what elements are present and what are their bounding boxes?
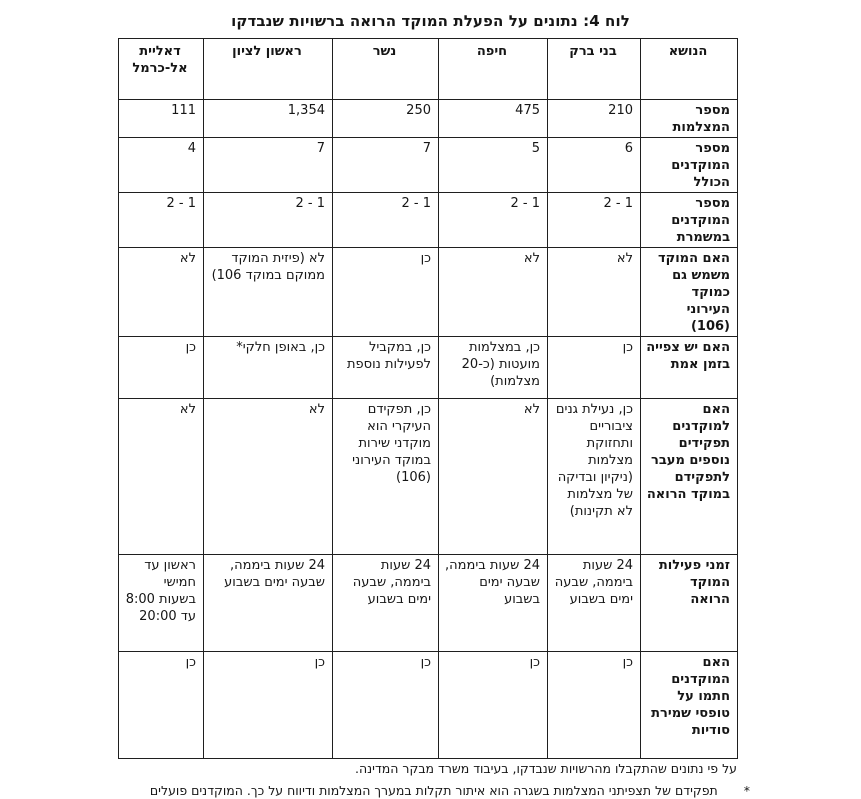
row-label: האם המוקדנים חתמו על טופסי שמירת סודיות <box>641 652 738 759</box>
table-cell: כן <box>333 652 439 759</box>
table-cell: 1 - 2 <box>439 193 548 248</box>
table-cell: כן, תפקידם העיקרי הוא מוקדני שירות במוקד העירוני (106) <box>333 399 439 555</box>
table-cell: כן <box>119 652 204 759</box>
document-page <box>0 12 861 797</box>
row-label: זמני פעילות המוקד הרואה <box>641 555 738 652</box>
table-cell: 24 שעות ביממה, שבעה ימים בשבוע <box>439 555 548 652</box>
table-cell: 1 - 2 <box>548 193 641 248</box>
table-cell: לא (פיזית המוקד ממוקם במוקד 106) <box>204 248 333 337</box>
table-cell: לא <box>204 399 333 555</box>
table-row <box>119 193 738 248</box>
row-label: האם יש צפייה בזמן אמת <box>641 337 738 399</box>
column-header-daliyat-al-karmel: דאליית אל-כרמל <box>119 39 204 100</box>
table-cell: לא <box>548 248 641 337</box>
table-cell: 1,354 <box>204 100 333 138</box>
table-cell: 1 - 2 <box>119 193 204 248</box>
table-row <box>119 555 738 652</box>
table-cell: לא <box>439 248 548 337</box>
table-cell: כן, במצלמות מועטות (כ-20 מצלמות) <box>439 337 548 399</box>
table-cell: 1 - 2 <box>204 193 333 248</box>
row-label: מספר המצלמות <box>641 100 738 138</box>
table-row <box>119 248 738 337</box>
table-cell: 210 <box>548 100 641 138</box>
row-label: מספר המוקדנים הכולל <box>641 138 738 193</box>
table-row <box>119 138 738 193</box>
row-label: האם למוקדנים תפקידים נוספים מעבר לתפקידם במוקד הרואה <box>641 399 738 555</box>
table-cell: 24 שעות ביממה, שבעה ימים בשבוע <box>548 555 641 652</box>
table-cell: כן <box>119 337 204 399</box>
table-row <box>119 652 738 759</box>
table-cell: לא <box>119 399 204 555</box>
column-header-nesher: נשר <box>333 39 439 100</box>
table-cell: 24 שעות ביממה, שבעה ימים בשבוע <box>204 555 333 652</box>
table-cell: 4 <box>119 138 204 193</box>
column-header-subject: הנושא <box>641 39 738 100</box>
source-note: על פי נתונים שהתקבלו מהרשויות שנבדקו, בעיבוד משרד מבקר המדינה. <box>355 761 737 776</box>
table-row <box>119 100 738 138</box>
row-label: האם המוקד משמש גם כמוקד העירוני (106) <box>641 248 738 337</box>
table-cell: כן, באופן חלקי* <box>204 337 333 399</box>
table-cell: 5 <box>439 138 548 193</box>
table-cell: כן <box>439 652 548 759</box>
footnote <box>58 783 750 799</box>
table-cell: 1 - 2 <box>333 193 439 248</box>
column-header-rishon-lezion: ראשון לציון <box>204 39 333 100</box>
table-row <box>119 399 738 555</box>
column-header-bnei-brak: בני ברק <box>548 39 641 100</box>
table-cell: 6 <box>548 138 641 193</box>
table-cell: 7 <box>204 138 333 193</box>
table-cell: לא <box>439 399 548 555</box>
table-cell: 111 <box>119 100 204 138</box>
table-cell: לא <box>119 248 204 337</box>
table-cell: כן, נעילת גנים ציבוריים ותחזוקת מצלמות (ניקיון ובדיקה של מצלמות לא תקינות) <box>548 399 641 555</box>
table-cell: כן <box>204 652 333 759</box>
data-table <box>118 38 738 759</box>
table-cell: כן <box>548 652 641 759</box>
table-cell: כן <box>333 248 439 337</box>
table-cell: 250 <box>333 100 439 138</box>
table-cell: כן <box>548 337 641 399</box>
table-cell: 475 <box>439 100 548 138</box>
table-cell: כן, במקביל לפעילות נוספת <box>333 337 439 399</box>
table-header-row <box>119 39 738 100</box>
table-cell: 24 שעות ביממה, שבעה ימים בשבוע <box>333 555 439 652</box>
page-title: לוח 4: נתונים על הפעלת המוקד הרואה ברשויות שנבדקו <box>231 12 630 30</box>
column-header-haifa: חיפה <box>439 39 548 100</box>
footnote-marker: * <box>743 783 750 798</box>
table-cell: ראשון עד חמישי בשעות 8:00 עד 20:00 <box>119 555 204 652</box>
footnote-text: תפקידם של תצפיתני המצלמות בשגרה הוא איתור תקלות במערך המצלמות ודיווח על כך. המוקדנים פועלים <box>149 783 718 798</box>
row-label: מספר המוקדנים במשמרת <box>641 193 738 248</box>
table-row <box>119 337 738 399</box>
table-cell: 7 <box>333 138 439 193</box>
